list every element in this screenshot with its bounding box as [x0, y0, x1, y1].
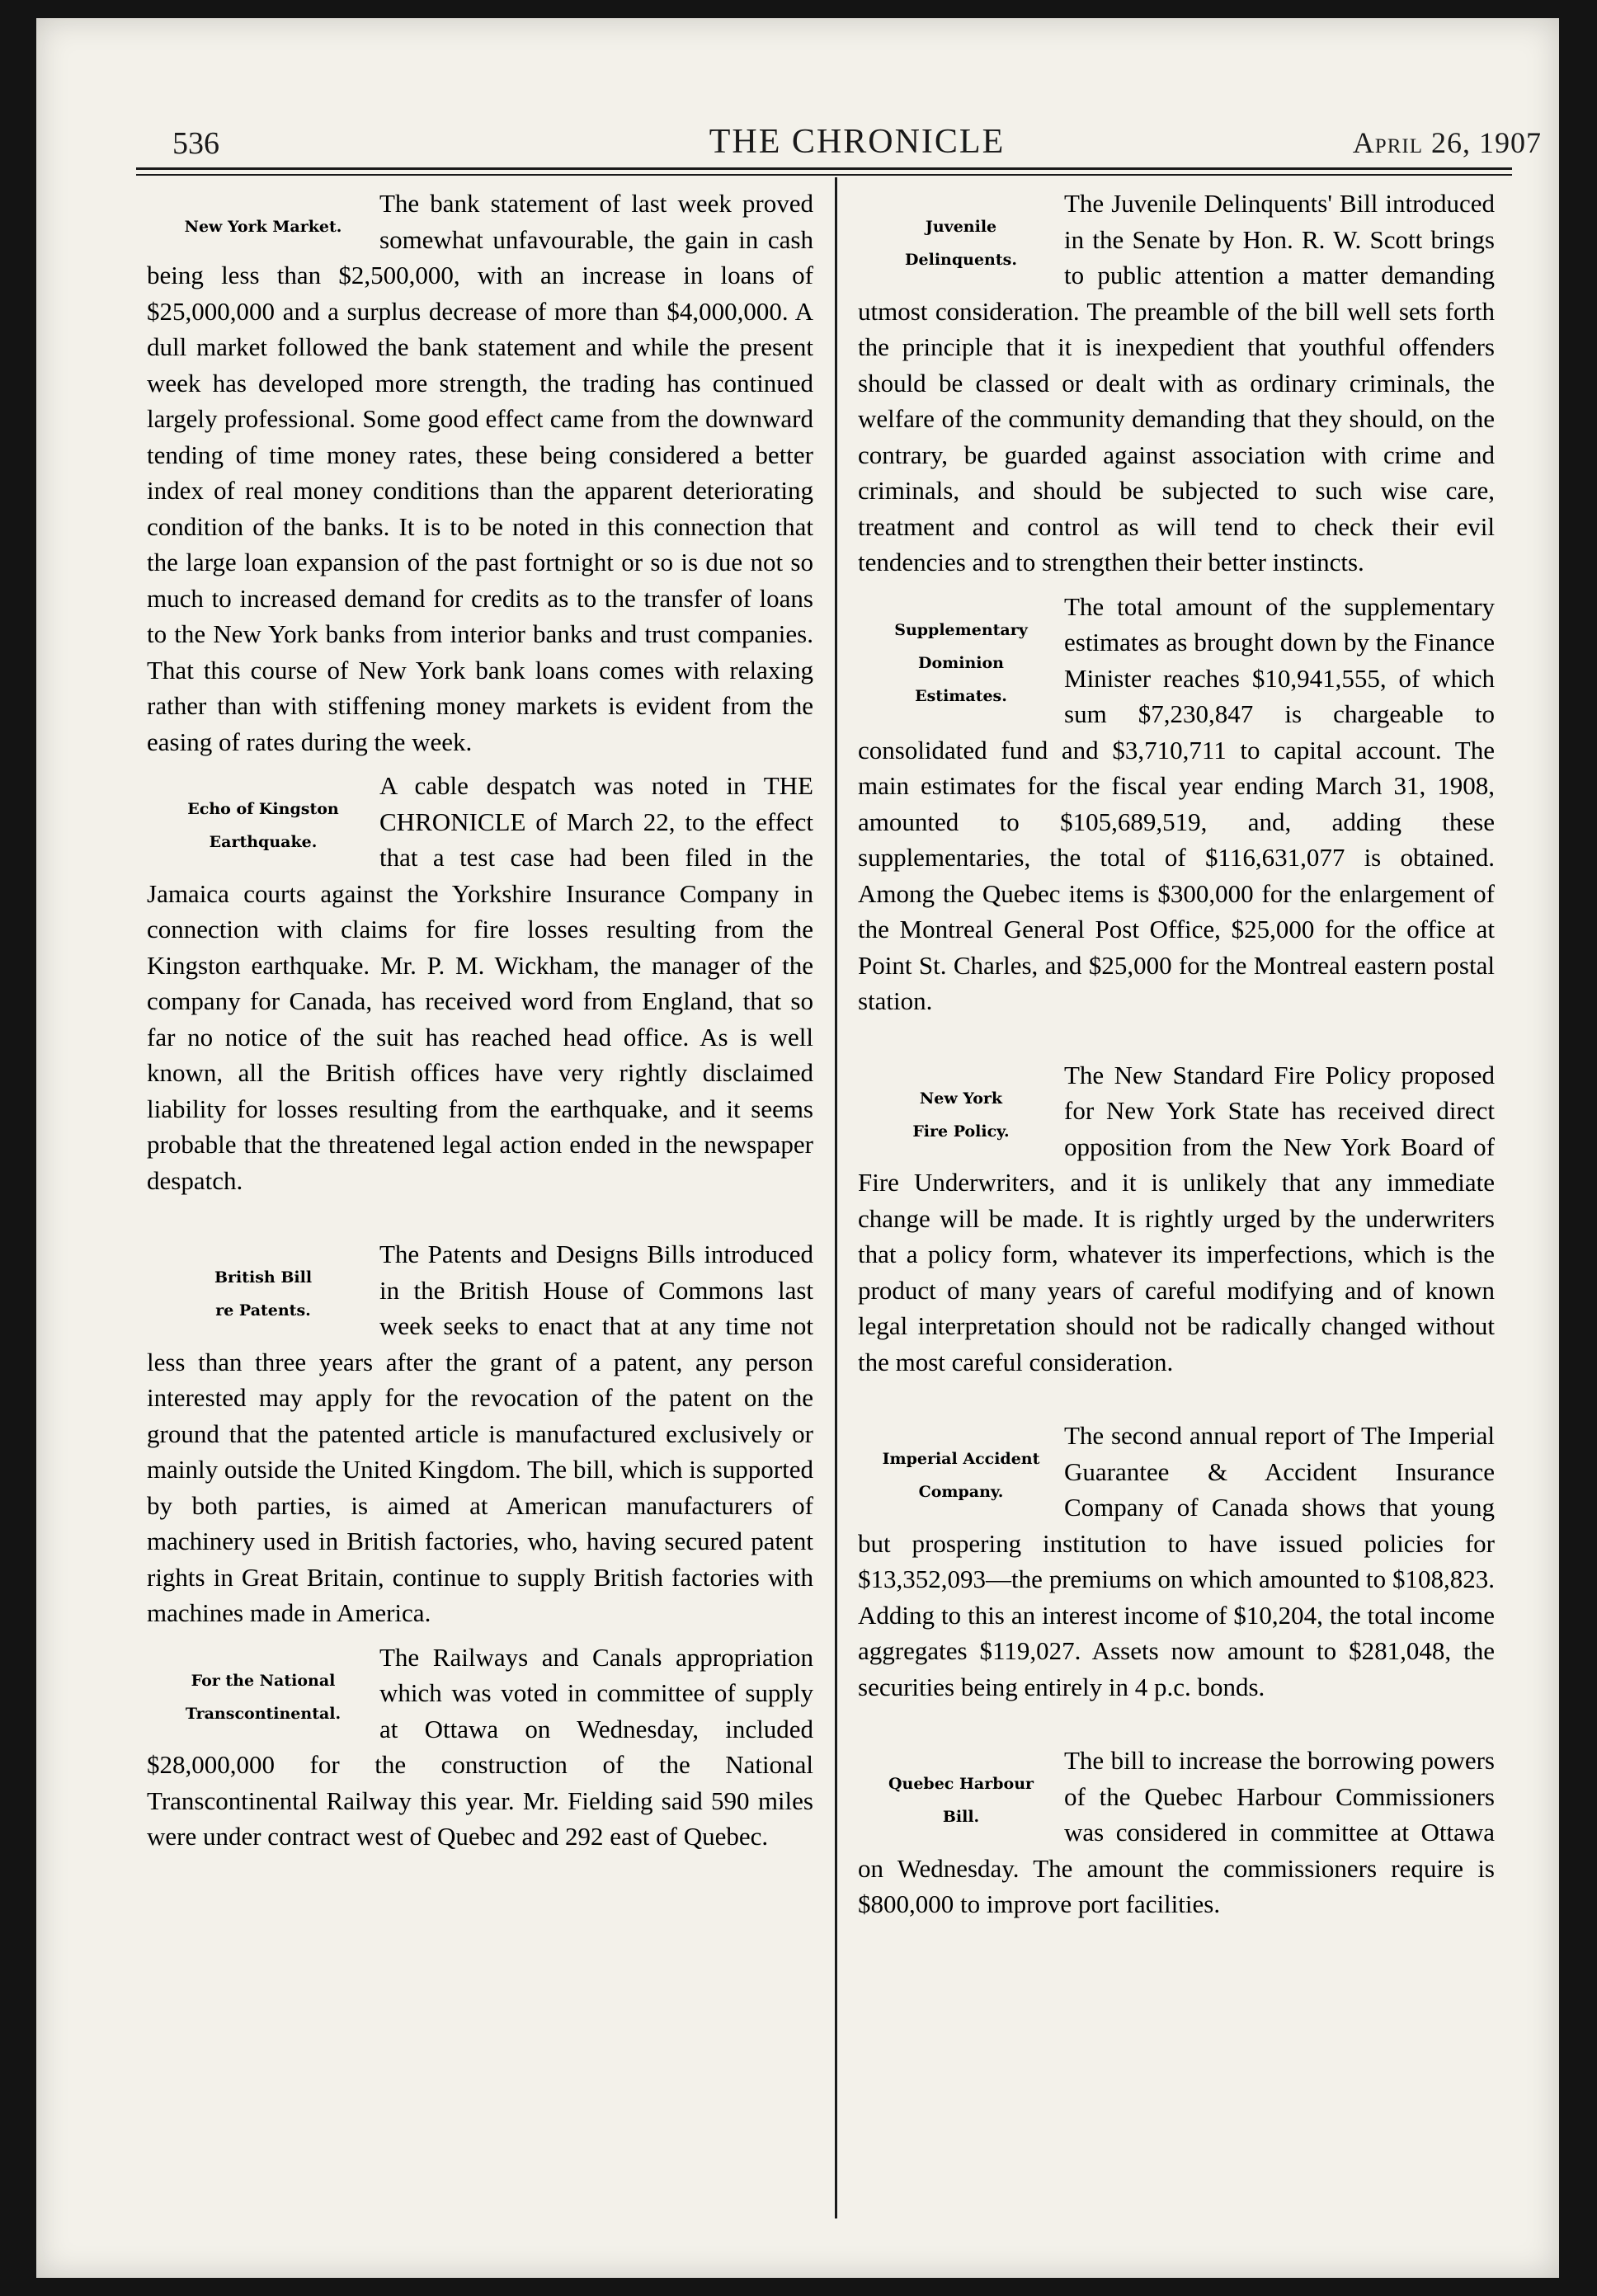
page-number: 536: [172, 126, 219, 161]
side-heading: Imperial Accident Company.: [882, 1450, 1040, 1501]
right-column: [858, 186, 1495, 1922]
article-text: The bill to increase the borrowing powers of the Quebec Harbour Commissioners was considered in committee at Ottawa on Wednesday. The amount the commissioners require is $800,000 to improve port facilities.: [858, 1746, 1495, 1918]
side-heading: Supplementary Dominion Estimates.: [894, 620, 1028, 705]
article-text: The New Standard Fire Policy proposed for New York State has received direct opposition from the New York Board of Fire Underwriters, and it is unlikely that any immediate change will be made. It is rightly urged by the underwriters that a policy form, whatever its imperfections, which is the product of many years of careful modifying and of known legal interpretation should not be radically changed without the most careful consideration.: [858, 1060, 1495, 1376]
side-heading: For the National Transcontinental.: [185, 1671, 342, 1723]
article-text: The bank statement of last week proved somewhat unfavourable, the gain in cash being less than $2,500,000, with an increase in loans of $25,000,000 and a surplus decrease of more than $4,000,000. A dull market followed the bank statement and while the present week has developed more strength, the trading has continued largely professional. Some good effect came from the downward tending of time money rates, these being considered a better index of real money conditions than the apparent deteriorating condition of the banks. It is to be noted in this connection that the large loan expansion of the past fortnight or so is due not so much to increased demand for credits as to the transfer of loans to the New York banks from interior banks and trust companies. That this course of New York bank loans comes with relaxing rather than with stiffening money markets is evident from the easing of rates during the week.: [147, 189, 813, 756]
article-text: The Patents and Designs Bills introduced in the British House of Commons last week seeks to enact that at any time not less than three years after the grant of a patent, any person interested may apply for the revocation of the patent on the ground that the patented article is manufactured exclusively or mainly outside the United Kingdom. The bill, which is supported by both parties, is aimed at American manufacturers of machinery used in British factories, who, having secured patent rights in Great Britain, continue to supply British factories with machines made in America.: [147, 1240, 813, 1627]
article-quebec-harbour-bill: [858, 1743, 1495, 1922]
side-heading: Juvenile Delinquents.: [905, 218, 1017, 269]
issue-date: April 26, 1907: [1352, 126, 1542, 159]
article-imperial-accident-company: [858, 1418, 1495, 1705]
side-heading: New York Fire Policy.: [912, 1089, 1010, 1141]
header-rule: [136, 167, 1512, 170]
article-national-transcontinental: [147, 1640, 813, 1855]
article-supplementary-estimates: [858, 589, 1495, 1019]
article-new-york-market: [147, 186, 813, 760]
article-text: A cable despatch was noted in THE CHRONICLE of March 22, to the effect that a test case had been filed in the Jamaica courts against the Yorkshire Insurance Company in connection with claims for fire losses resulting from the Kingston earthquake. Mr. P. M. Wickham, the manager of the company for Canada, has received word from England, that so far no notice of the suit has reached head office. As is well known, all the British offices have very rightly disclaimed liability for losses resulting from the earthquake, and it seems probable that the threatened legal action ended in the newspaper despatch.: [147, 771, 813, 1195]
side-heading: New York Market.: [184, 218, 342, 236]
page-header: [172, 115, 1542, 165]
article-british-bill-re-patents: [147, 1236, 813, 1631]
side-heading: Echo of Kingston Earthquake.: [187, 800, 339, 851]
header-rule-thin: [136, 174, 1512, 176]
article-text: The Railways and Canals appropriation which was voted in committee of supply at Ottawa on Wednesday, included $28,000,000 for the construction of the National Transcontinental Railway this year. Mr. Fielding said 590 miles were under contract west of Quebec and 292 east of Quebec.: [147, 1642, 813, 1851]
article-juvenile-delinquents: [858, 186, 1495, 581]
article-text: The total amount of the supplementary estimates as brought down by the Finance Minister reaches $10,941,555, of which sum $7,230,847 is chargeable to consolidated fund and $3,710,711 to capital account. The main estimates for the fiscal year ending March 31, 1908, amounted to $105,689,519, and, adding these supplementaries, the total of $116,631,077 is obtained. Among the Quebec items is $300,000 for the enlargement of the Montreal General Post Office, $25,000 for the office at Point St. Charles, and $25,000 for the Montreal eastern postal station.: [858, 591, 1495, 1015]
column-divider: [835, 177, 837, 2218]
article-echo-of-kingston-earthquake: [147, 768, 813, 1198]
article-text: The Juvenile Delinquents' Bill introduced in the Senate by Hon. R. W. Scott brings to public attention a matter demanding utmost consideration. The preamble of the bill well sets forth the principle that it is inexpedient that youthful offenders should be classed or dealt with as ordinary criminals, the welfare of the community demanding that they should, on the contrary, be guarded against association with crime and criminals, and should be subjected to such wise care, treatment and control as will tend to check their evil tendencies and to strengthen their better instincts.: [858, 189, 1495, 576]
article-text: The second annual report of The Imperial Guarantee & Accident Insurance Company of Canada shows that young but prospering institution to have issued policies for $13,352,093—the premiums on which amounted to $108,823. Adding to this an interest income of $10,204, the total income aggregates $119,027. Assets now amount to $281,048, the securities being entirely in 4 p.c. bonds.: [858, 1421, 1495, 1701]
left-column: [147, 186, 813, 1855]
side-heading: Quebec Harbour Bill.: [888, 1775, 1034, 1826]
publication-title: THE CHRONICLE: [709, 123, 1006, 161]
article-new-york-fire-policy: [858, 1057, 1495, 1381]
side-heading: British Bill re Patents.: [214, 1268, 313, 1320]
